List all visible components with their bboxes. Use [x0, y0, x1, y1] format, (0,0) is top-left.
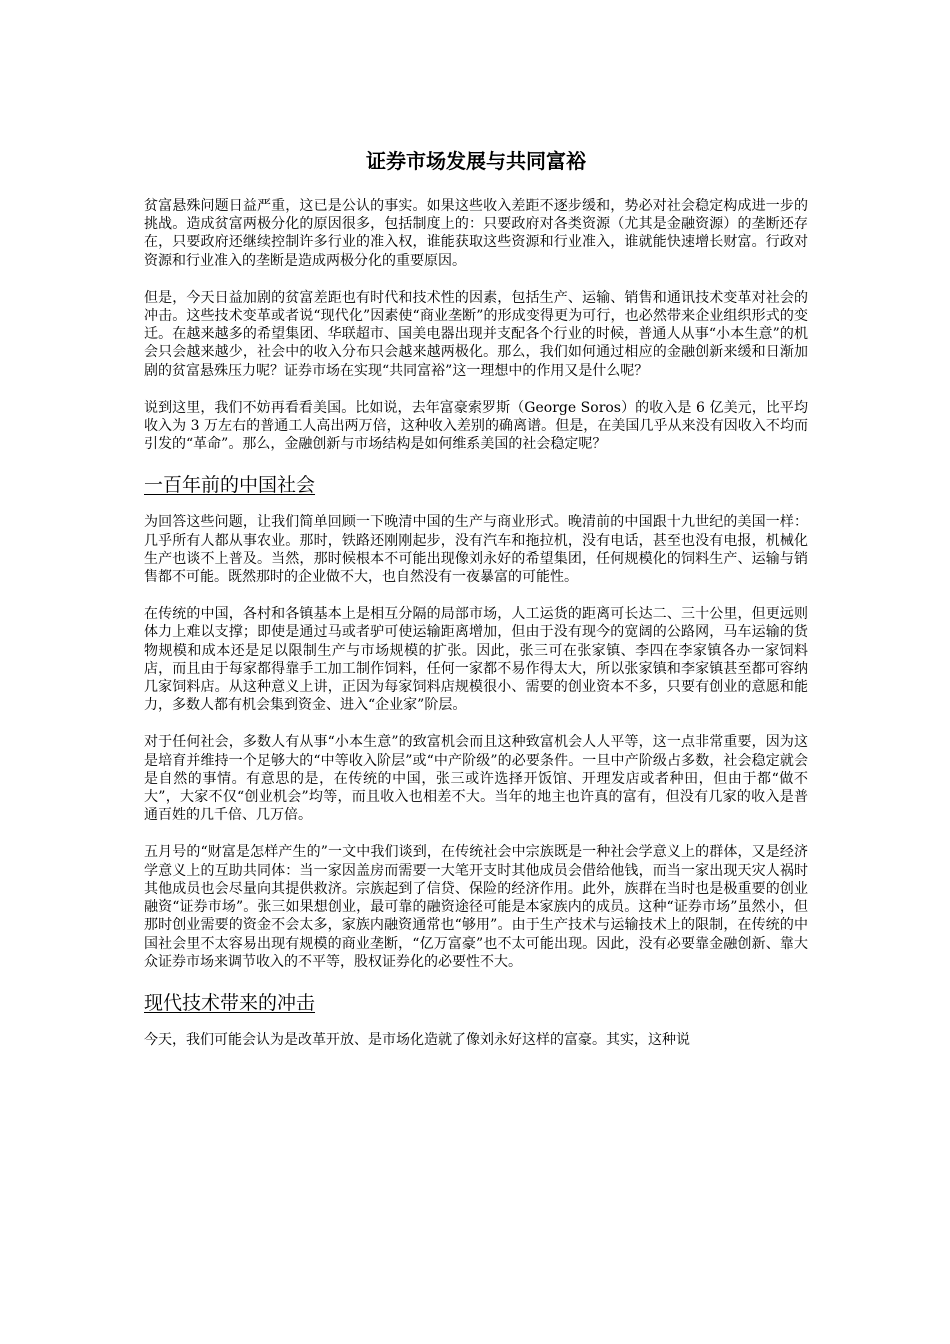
document-title: 证券市场发展与共同富裕	[366, 149, 586, 173]
section-heading: 现代技术带来的冲击	[144, 991, 316, 1014]
section-paragraph: 对于任何社会，多数人有从事“小本生意”的致富机会而且这种致富机会人人平等，这一点非常重要，因为这是培育并维持一个足够大的“中等收入阶层”或“中产阶级”的必要条件。一旦中产阶级占多数，社会稳定就会是自然的事情。有意思的是，在传统的中国，张三或许选择开饭馆、开理发店或者种田，但由于都“做不大”，大家不仅“创业机会”均等，而且收入也相差不大。当年的地主也许真的富有，但没有几家的收入是普通百姓的几千倍、几万倍。	[144, 734, 808, 824]
document-body	[144, 146, 808, 1068]
section-paragraph: 在传统的中国，各村和各镇基本上是相互分隔的局部市场，人工运货的距离可长达二、三十公里，但更远则体力上难以支撑；即使是通过马或者驴可使运输距离增加，但由于没有现今的宽阔的公路网，马车运输的货物规模和成本还是足以限制生产与市场规模的扩张。因此，张三可在张家镇、李四在李家镇各办一家饲料店，而且由于每家都得靠手工加工制作饲料，任何一家都不易作得太大，所以张家镇和李家镇甚至都可容纳几家饲料店。从这种意义上讲，正因为每家饲料店规模很小、需要的创业资本不多，只要有创业的意愿和能力，多数人都有机会集到资金、进入“企业家”阶层。	[144, 606, 808, 714]
intro-paragraph: 贫富悬殊问题日益严重，这已是公认的事实。如果这些收入差距不逐步缓和，势必对社会稳定构成进一步的挑战。造成贫富两极分化的原因很多，包括制度上的：只要政府对各类资源（尤其是金融资源）的垄断还存在，只要政府还继续控制许多行业的准入权，谁能获取这些资源和行业准入，谁就能快速增长财富。行政对资源和行业准入的垄断是造成两极分化的重要原因。	[144, 198, 808, 269]
section-paragraph: 为回答这些问题，让我们简单回顾一下晚清中国的生产与商业形式。晚清前的中国跟十九世纪的美国一样：几乎所有人都从事农业。那时，铁路还刚刚起步，没有汽车和拖拉机，没有电话，甚至也没有电报，机械化生产也谈不上普及。当然，那时候根本不可能出现像刘永好的希望集团，任何规模化的饲料生产、运输与销售都不可能。既然那时的企业做不大，也自然没有一夜暴富的可能性。	[144, 514, 808, 586]
section-paragraph: 今天，我们可能会认为是改革开放、是市场化造就了像刘永好这样的富豪。其实，这种说	[144, 1031, 690, 1048]
intro-paragraph: 说到这里，我们不妨再看看美国。比如说，去年富豪索罗斯（George Soros）的收入是 6 亿美元，比平均收入为 3 万左右的普通工人高出两万倍，这种收入差别的确离谱。但是，在美国几乎从来没有因收入不均而引发的“革命”。那么，金融创新与市场结构是如何维系美国的社会稳定呢？	[144, 399, 808, 453]
section-paragraph: 五月号的“财富是怎样产生的”一文中我们谈到，在传统社会中宗族既是一种社会学意义上的群体，又是经济学意义上的互助共同体：当一家因盖房而需要一大笔开支时其他成员会借给他钱，而当一家出现天灾人祸时其他成员也会尽量向其提供救济。宗族起到了信贷、保险的经济作用。此外，族群在当时也是极重要的创业融资“证券市场”。张三如果想创业，最可靠的融资途径可能是本家族内的成员。这种“证券市场”虽然小，但那时创业需要的资金不会太多，家族内融资通常也“够用”。由于生产技术与运输技术上的限制，在传统的中国社会里不太容易出现有规模的商业垄断，“亿万富豪”也不太可能出现。因此，没有必要靠金融创新、靠大众证券市场来调节收入的不平等，股权证券化的必要性不大。	[144, 844, 808, 970]
intro-paragraph: 但是，今天日益加剧的贫富差距也有时代和技术性的因素，包括生产、运输、销售和通讯技术变革对社会的冲击。这些技术变革或者说“现代化”因素使“商业垄断”的形成变得更为可行，也必然带来企业组织形式的变迁。在越来越多的希望集团、华联超市、国美电器出现并支配各个行业的时候，普通人从事“小本生意”的机会只会越来越少，社会中的收入分布只会越来越两极化。那么，我们如何通过相应的金融创新来缓和日渐加剧的贫富悬殊压力呢？证券市场在实现“共同富裕”这一理想中的作用又是什么呢？	[144, 289, 808, 379]
section-heading: 一百年前的中国社会	[144, 474, 316, 497]
